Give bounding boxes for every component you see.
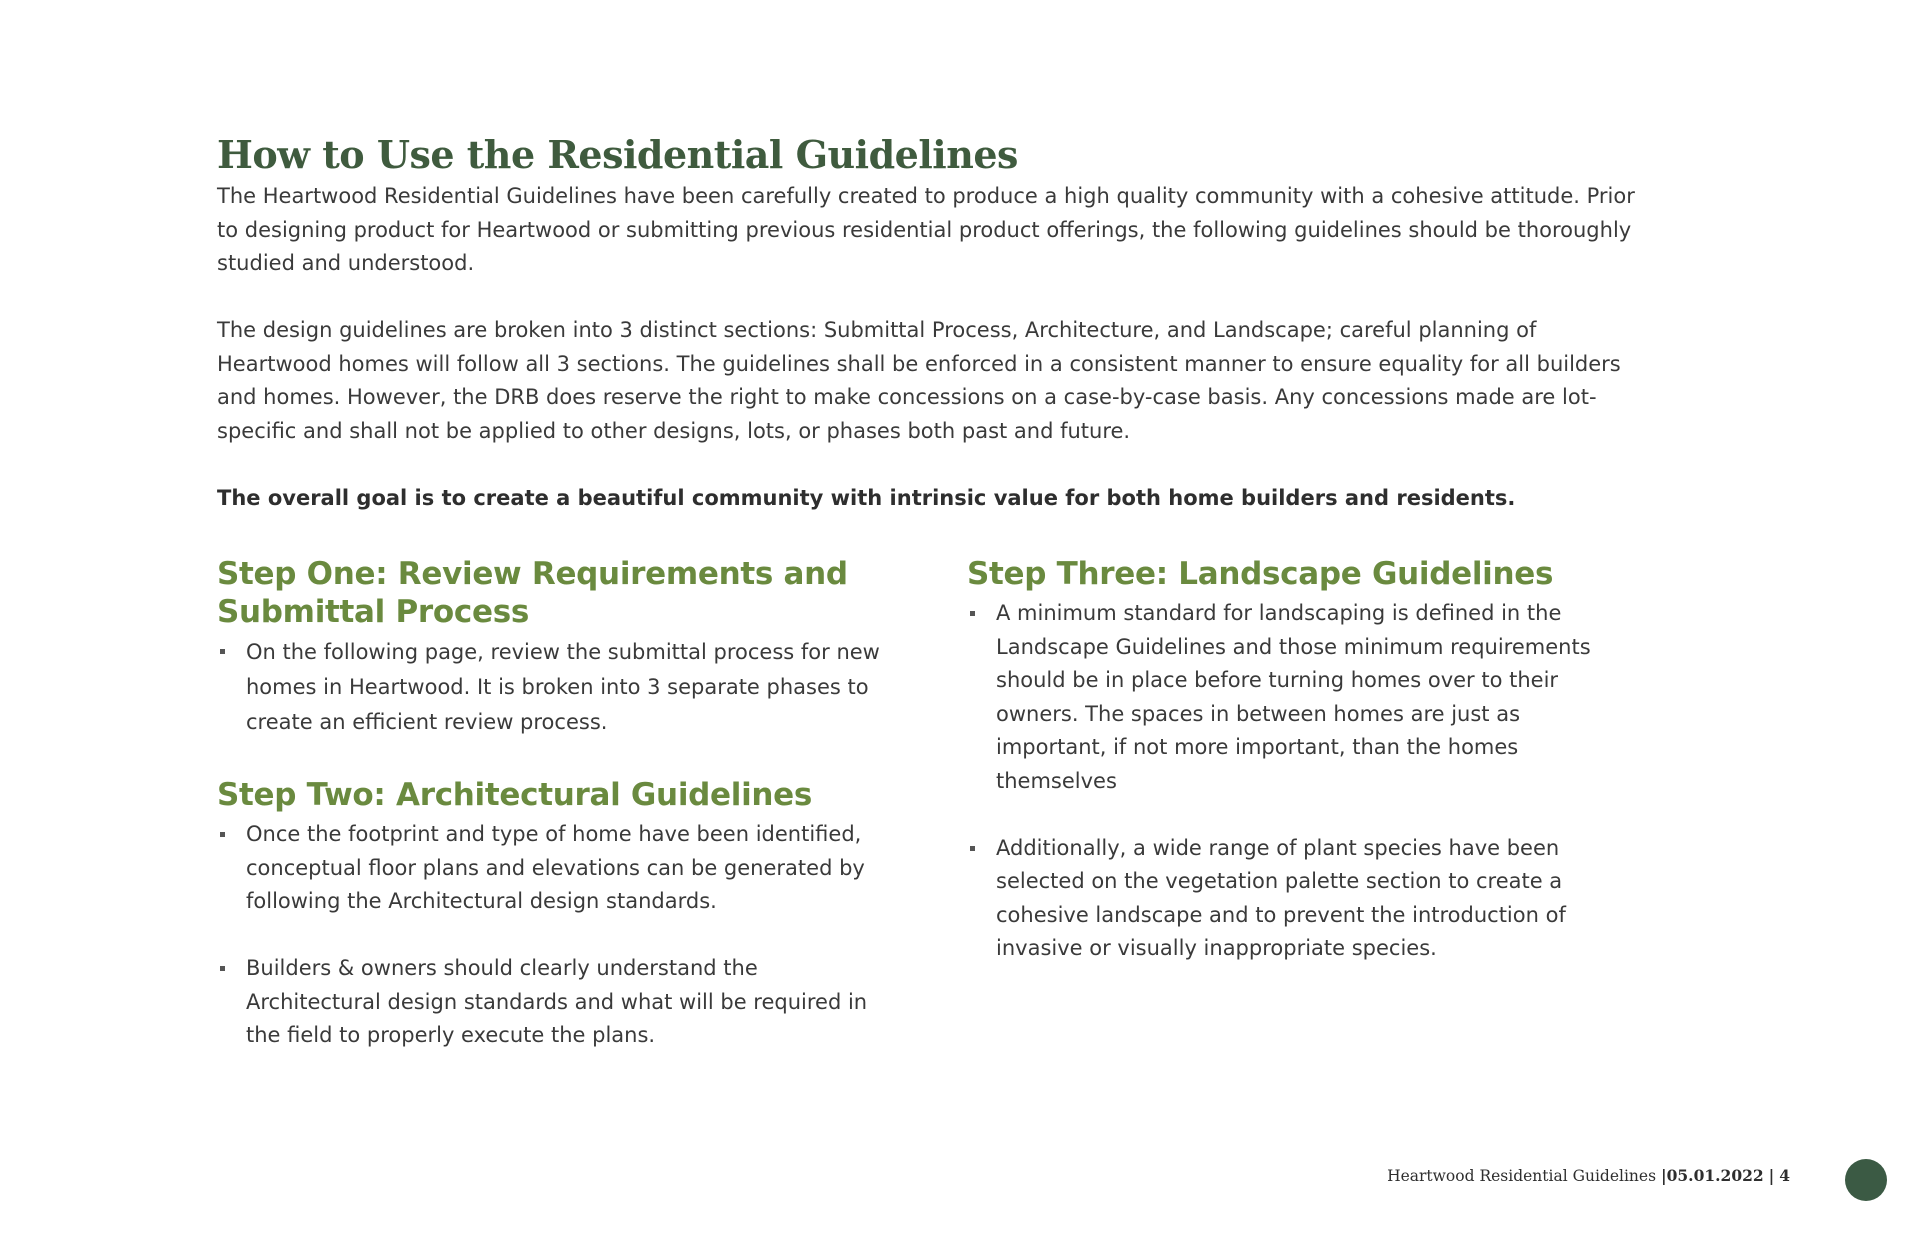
page-marker-dot bbox=[1845, 1159, 1887, 1201]
list-item bbox=[217, 952, 887, 1053]
page-footer bbox=[1387, 1166, 1790, 1185]
list-item-text: Builders & owners should clearly understand the Architectural design standards and what will be required in the field to properly execute the plans. bbox=[246, 956, 868, 1047]
list-item bbox=[967, 832, 1637, 966]
step-three-heading: Step Three: Landscape Guidelines bbox=[967, 556, 1554, 592]
step-three-section bbox=[967, 555, 1637, 966]
step-three-list bbox=[967, 597, 1637, 966]
page-title: How to Use the Residential Guidelines bbox=[217, 132, 1018, 177]
goal-statement: The overall goal is to create a beautiful community with intrinsic value for both home builders and residents. bbox=[217, 485, 1516, 510]
step-one-section bbox=[217, 555, 887, 740]
bullet-icon bbox=[220, 649, 225, 654]
page-number: 4 bbox=[1779, 1166, 1790, 1185]
footer-date: |05.01.2022 bbox=[1660, 1166, 1764, 1185]
step-two-list bbox=[217, 818, 887, 1053]
list-item-text: Additionally, a wide range of plant species have been selected on the vegetation palette section to create a cohesive landscape and to prevent the introduction of invasive or visually inappropriate species. bbox=[996, 835, 1566, 960]
right-column bbox=[967, 555, 1637, 966]
list-item bbox=[217, 635, 887, 740]
bullet-icon bbox=[220, 966, 225, 971]
list-item-text: On the following page, review the submittal process for new homes in Heartwood. It is broken into 3 separate phases to create an efficient review process. bbox=[246, 640, 880, 734]
intro-paragraph-2: The design guidelines are broken into 3 distinct sections: Submittal Process, Architecture, and Landscape; careful planning of Heartwood homes will follow all 3 sections. The guidelines shall be enforced in a consistent manner to ensure equality for all builders and homes. However, the DRB does reserve the right to make concessions on a case-by-case basis. Any concessions made are lot-specific and shall not be applied to other designs, lots, or phases both past and future. bbox=[217, 318, 1621, 443]
step-two-section bbox=[217, 776, 887, 1053]
bullet-icon bbox=[970, 611, 975, 616]
intro-paragraph-1: The Heartwood Residential Guidelines have been carefully created to produce a high quality community with a cohesive attitude. Prior to designing product for Heartwood or submitting previous residential product offerings, the following guidelines should be thoroughly studied and understood. bbox=[217, 184, 1635, 275]
left-column bbox=[217, 555, 887, 1053]
list-item bbox=[217, 818, 887, 919]
list-item bbox=[967, 597, 1637, 798]
step-one-list bbox=[217, 635, 887, 740]
bullet-icon bbox=[220, 832, 225, 837]
footer-separator: | bbox=[1768, 1166, 1775, 1185]
list-item-text: A minimum standard for landscaping is defined in the Landscape Guidelines and those minimum requirements should be in place before turning homes over to their owners. The spaces in between homes are just as important, if not more important, than the homes themselves bbox=[996, 601, 1591, 793]
footer-doc-name: Heartwood Residential Guidelines bbox=[1387, 1167, 1657, 1185]
bullet-icon bbox=[970, 846, 975, 851]
intro-section bbox=[217, 180, 1637, 515]
list-item-text: Once the footprint and type of home have been identified, conceptual floor plans and elevations can be generated by following the Architectural design standards. bbox=[246, 822, 865, 913]
step-one-heading: Step One: Review Requirements and Submittal Process bbox=[217, 556, 848, 630]
step-two-heading: Step Two: Architectural Guidelines bbox=[217, 777, 813, 813]
